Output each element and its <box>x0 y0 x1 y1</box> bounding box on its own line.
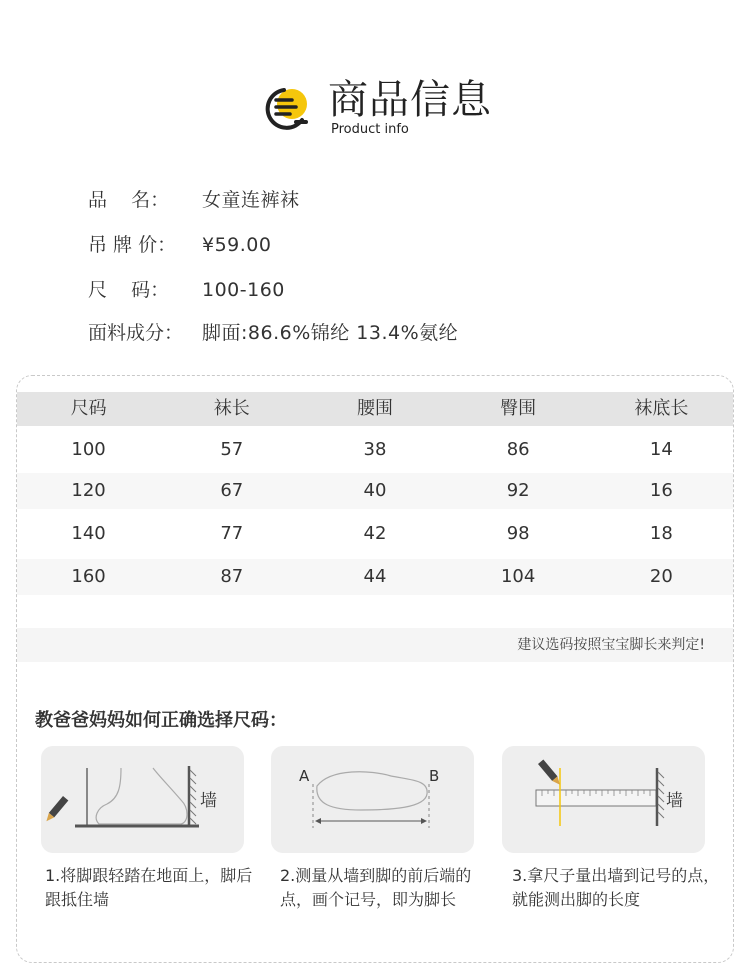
step-3-text: 3.拿尺子量出墙到记号的点，就能测出脚的长度 <box>512 866 720 909</box>
info-label: 尺 码： <box>88 279 170 301</box>
info-value: 女童连裤袜 <box>202 189 300 211</box>
table-row <box>17 473 733 509</box>
advice-text: 建议选码按照宝宝脚长来判定! <box>517 637 705 653</box>
table-cell: 57 <box>220 439 244 460</box>
how-to-title: 教爸爸妈妈如何正确选择尺码： <box>35 710 287 731</box>
size-card <box>16 375 734 963</box>
info-label: 品 名： <box>88 189 170 211</box>
step-2-illustration <box>271 746 474 853</box>
column-header: 袜底长 <box>634 398 689 419</box>
column-header: 臀围 <box>500 398 537 419</box>
step-1-illustration <box>41 746 244 853</box>
info-value: ¥59.00 <box>202 234 272 256</box>
table-cell: 42 <box>363 523 387 544</box>
column-header: 袜长 <box>213 398 250 419</box>
page-title: 商品信息 <box>328 77 492 123</box>
table-cell: 20 <box>649 566 673 587</box>
step-3-illustration <box>502 746 705 853</box>
point-a-label: A <box>299 767 310 785</box>
table-cell: 98 <box>506 523 530 544</box>
table-cell: 140 <box>71 523 106 544</box>
step-1-text: 1.将脚跟轻踏在地面上，脚后跟抵住墙 <box>45 866 253 909</box>
table-row <box>17 559 733 595</box>
wall-label: 墙 <box>666 791 683 811</box>
info-label: 面料成分： <box>88 322 184 344</box>
foot-against-wall-icon <box>41 746 244 853</box>
table-cell: 104 <box>500 566 536 587</box>
table-row <box>17 432 733 468</box>
table-cell: 92 <box>506 480 530 501</box>
info-value: 100-160 <box>202 279 285 301</box>
document-lines-icon <box>262 84 312 130</box>
point-b-label: B <box>429 767 440 785</box>
table-header <box>17 392 733 426</box>
advice-bar <box>17 628 733 662</box>
table-cell: 100 <box>71 439 106 460</box>
ruler-measure-icon <box>502 746 705 853</box>
foot-measure-icon <box>271 746 474 853</box>
column-header: 尺码 <box>70 398 107 419</box>
page-subtitle: Product info <box>331 122 409 137</box>
table-cell: 160 <box>71 566 106 587</box>
step-2-text: 2.测量从墙到脚的前后端的点，画个记号，即为脚长 <box>280 866 472 909</box>
table-cell: 77 <box>220 523 244 544</box>
table-cell: 16 <box>649 480 673 501</box>
table-cell: 18 <box>649 523 673 544</box>
table-cell: 38 <box>363 439 387 460</box>
wall-label: 墙 <box>200 791 217 811</box>
column-header: 腰围 <box>356 398 393 419</box>
table-cell: 120 <box>71 480 106 501</box>
table-cell: 40 <box>363 480 387 501</box>
info-value: 脚面:86.6%锦纶 13.4%氨纶 <box>202 322 459 344</box>
table-cell: 86 <box>506 439 530 460</box>
table-cell: 44 <box>363 566 387 587</box>
header <box>0 70 750 140</box>
info-label: 吊 牌 价： <box>88 234 177 256</box>
table-cell: 67 <box>220 480 244 501</box>
table-cell: 87 <box>220 566 244 587</box>
table-cell: 14 <box>649 439 673 460</box>
table-row <box>17 516 733 552</box>
